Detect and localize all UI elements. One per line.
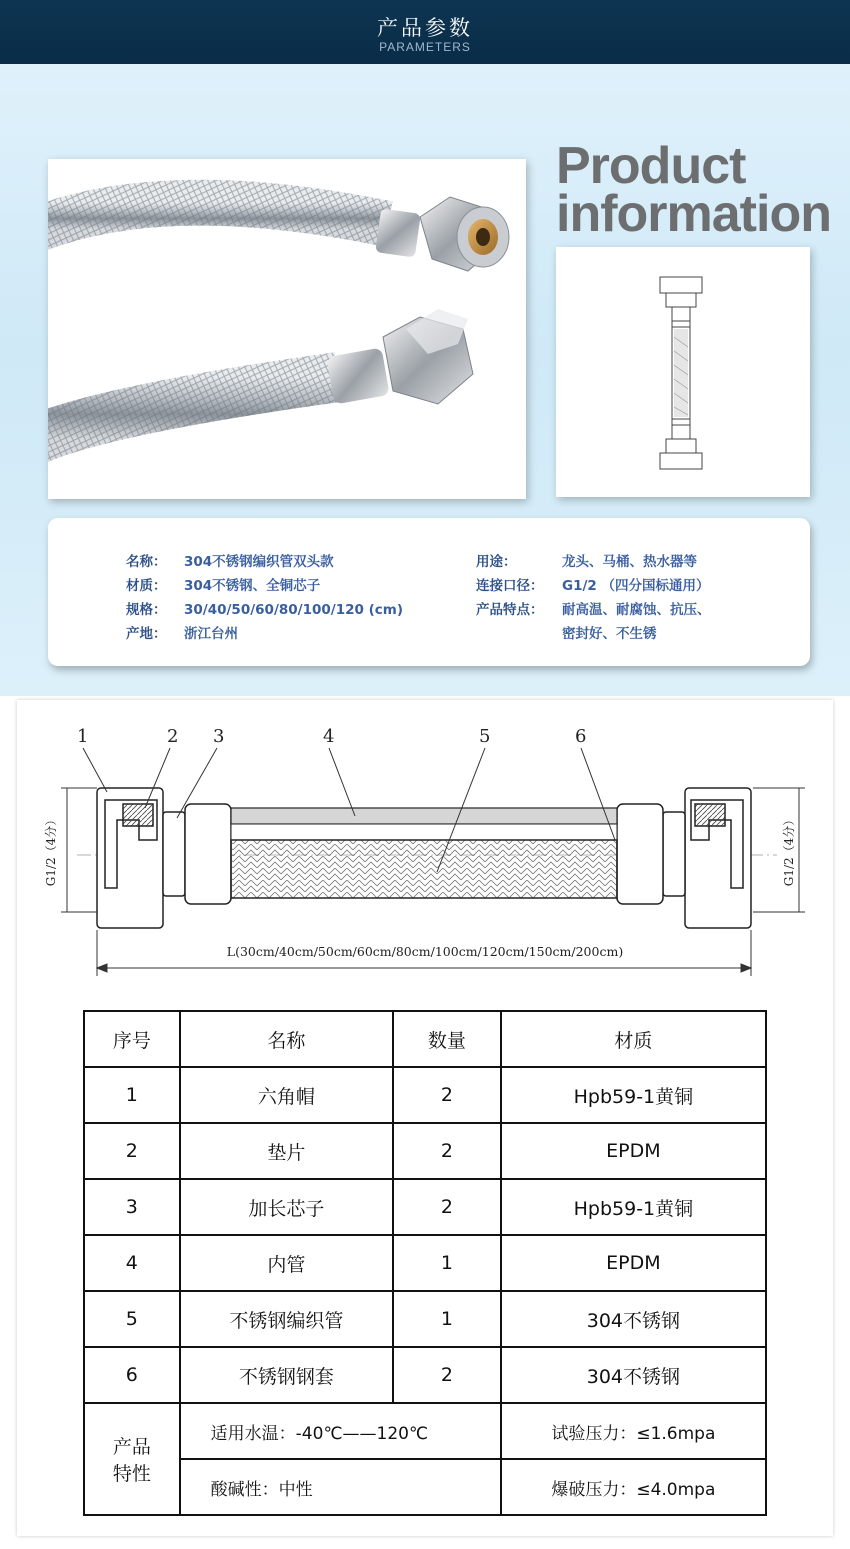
row-qty: 1	[393, 1235, 501, 1291]
header-material: 材质	[501, 1011, 766, 1067]
feature-burst-pressure: 爆破压力：≤4.0mpa	[501, 1459, 766, 1515]
section-title: 产品参数	[377, 16, 473, 40]
callout-4: 4	[323, 726, 335, 747]
spec-origin-value: 浙江台州	[184, 626, 238, 642]
spec-features-value: 耐高温、耐腐蚀、抗压、	[562, 602, 711, 618]
product-heading-line1: Product	[556, 137, 746, 195]
row-qty: 2	[393, 1067, 501, 1123]
row-index: 1	[84, 1067, 180, 1123]
table-row	[84, 1067, 766, 1123]
row-name: 加长芯子	[180, 1179, 393, 1235]
row-qty: 1	[393, 1291, 501, 1347]
row-index: 5	[84, 1291, 180, 1347]
table-row	[84, 1291, 766, 1347]
row-index: 3	[84, 1179, 180, 1235]
callout-3: 3	[213, 726, 225, 747]
feature-test-pressure: 试验压力：≤1.6mpa	[501, 1403, 766, 1459]
row-material: 304不锈钢	[501, 1347, 766, 1403]
spec-material-value: 304不锈钢、全铜芯子	[184, 578, 321, 594]
feature-label-line2: 特性	[112, 1463, 151, 1485]
table-row	[84, 1235, 766, 1291]
spec-usage	[476, 550, 697, 570]
thread-label-right: G1/2（4分）	[782, 813, 796, 887]
row-name: 六角帽	[180, 1067, 393, 1123]
section-subtitle: PARAMETERS	[379, 40, 471, 54]
length-label: L(30cm/40cm/50cm/60cm/80cm/100cm/120cm/150cm/200cm)	[226, 944, 624, 959]
header-index: 序号	[84, 1011, 180, 1067]
row-material: Hpb59-1黄铜	[501, 1179, 766, 1235]
row-index: 2	[84, 1123, 180, 1179]
spec-material-label: 材质：	[126, 578, 167, 594]
hose-drawing-thumbnail	[556, 247, 810, 497]
feature-row	[84, 1403, 766, 1459]
callout-6: 6	[575, 726, 587, 747]
spec-features-cont-value: 密封好、不生锈	[562, 626, 657, 642]
row-name: 不锈钢钢套	[180, 1347, 393, 1403]
table-row	[84, 1179, 766, 1235]
spec-name	[126, 550, 334, 570]
spec-name-value: 304不锈钢编织管双头款	[184, 554, 334, 570]
feature-label-line1: 产品	[112, 1436, 151, 1458]
row-material: EPDM	[501, 1123, 766, 1179]
row-qty: 2	[393, 1179, 501, 1235]
feature-water-temp: 适用水温：-40℃——120℃	[180, 1403, 501, 1459]
spec-features	[476, 598, 711, 618]
table-header-row	[84, 1011, 766, 1067]
header-name: 名称	[180, 1011, 393, 1067]
spec-size-label: 规格：	[126, 602, 167, 618]
spec-origin	[126, 622, 238, 642]
hose-cross-section-diagram	[17, 700, 833, 1000]
spec-size	[126, 598, 403, 618]
feature-label	[84, 1403, 180, 1515]
parts-table	[83, 1010, 767, 1516]
row-material: Hpb59-1黄铜	[501, 1067, 766, 1123]
spec-features-cont	[476, 622, 657, 642]
row-index: 4	[84, 1235, 180, 1291]
table-row	[84, 1347, 766, 1403]
spec-usage-value: 龙头、马桶、热水器等	[562, 554, 697, 570]
row-name: 内管	[180, 1235, 393, 1291]
row-index: 6	[84, 1347, 180, 1403]
spec-connection-label: 连接口径：	[476, 578, 544, 594]
section-header	[0, 0, 850, 64]
table-row	[84, 1123, 766, 1179]
spec-connection-value: G1/2 （四分国标通用）	[562, 578, 710, 594]
header-qty: 数量	[393, 1011, 501, 1067]
spec-connection	[476, 574, 710, 594]
thread-label-left: G1/2（4分）	[44, 813, 58, 887]
row-qty: 2	[393, 1123, 501, 1179]
row-name: 垫片	[180, 1123, 393, 1179]
callout-5: 5	[479, 726, 491, 747]
product-information-heading	[556, 137, 846, 243]
row-name: 不锈钢编织管	[180, 1291, 393, 1347]
spec-size-value: 30/40/50/60/80/100/120 (cm)	[184, 602, 403, 618]
spec-material	[126, 574, 320, 594]
spec-summary-card	[48, 518, 810, 666]
product-photo	[48, 159, 526, 499]
product-heading-line2: information	[556, 185, 831, 243]
spec-name-label: 名称：	[126, 554, 167, 570]
spec-usage-label: 用途：	[476, 554, 517, 570]
row-qty: 2	[393, 1347, 501, 1403]
row-material: 304不锈钢	[501, 1291, 766, 1347]
callout-2: 2	[167, 726, 179, 747]
spec-origin-label: 产地：	[126, 626, 167, 642]
row-material: EPDM	[501, 1235, 766, 1291]
callout-1: 1	[77, 726, 89, 747]
feature-ph: 酸碱性：中性	[180, 1459, 501, 1515]
feature-row	[84, 1459, 766, 1515]
spec-features-label: 产品特点：	[476, 602, 544, 618]
